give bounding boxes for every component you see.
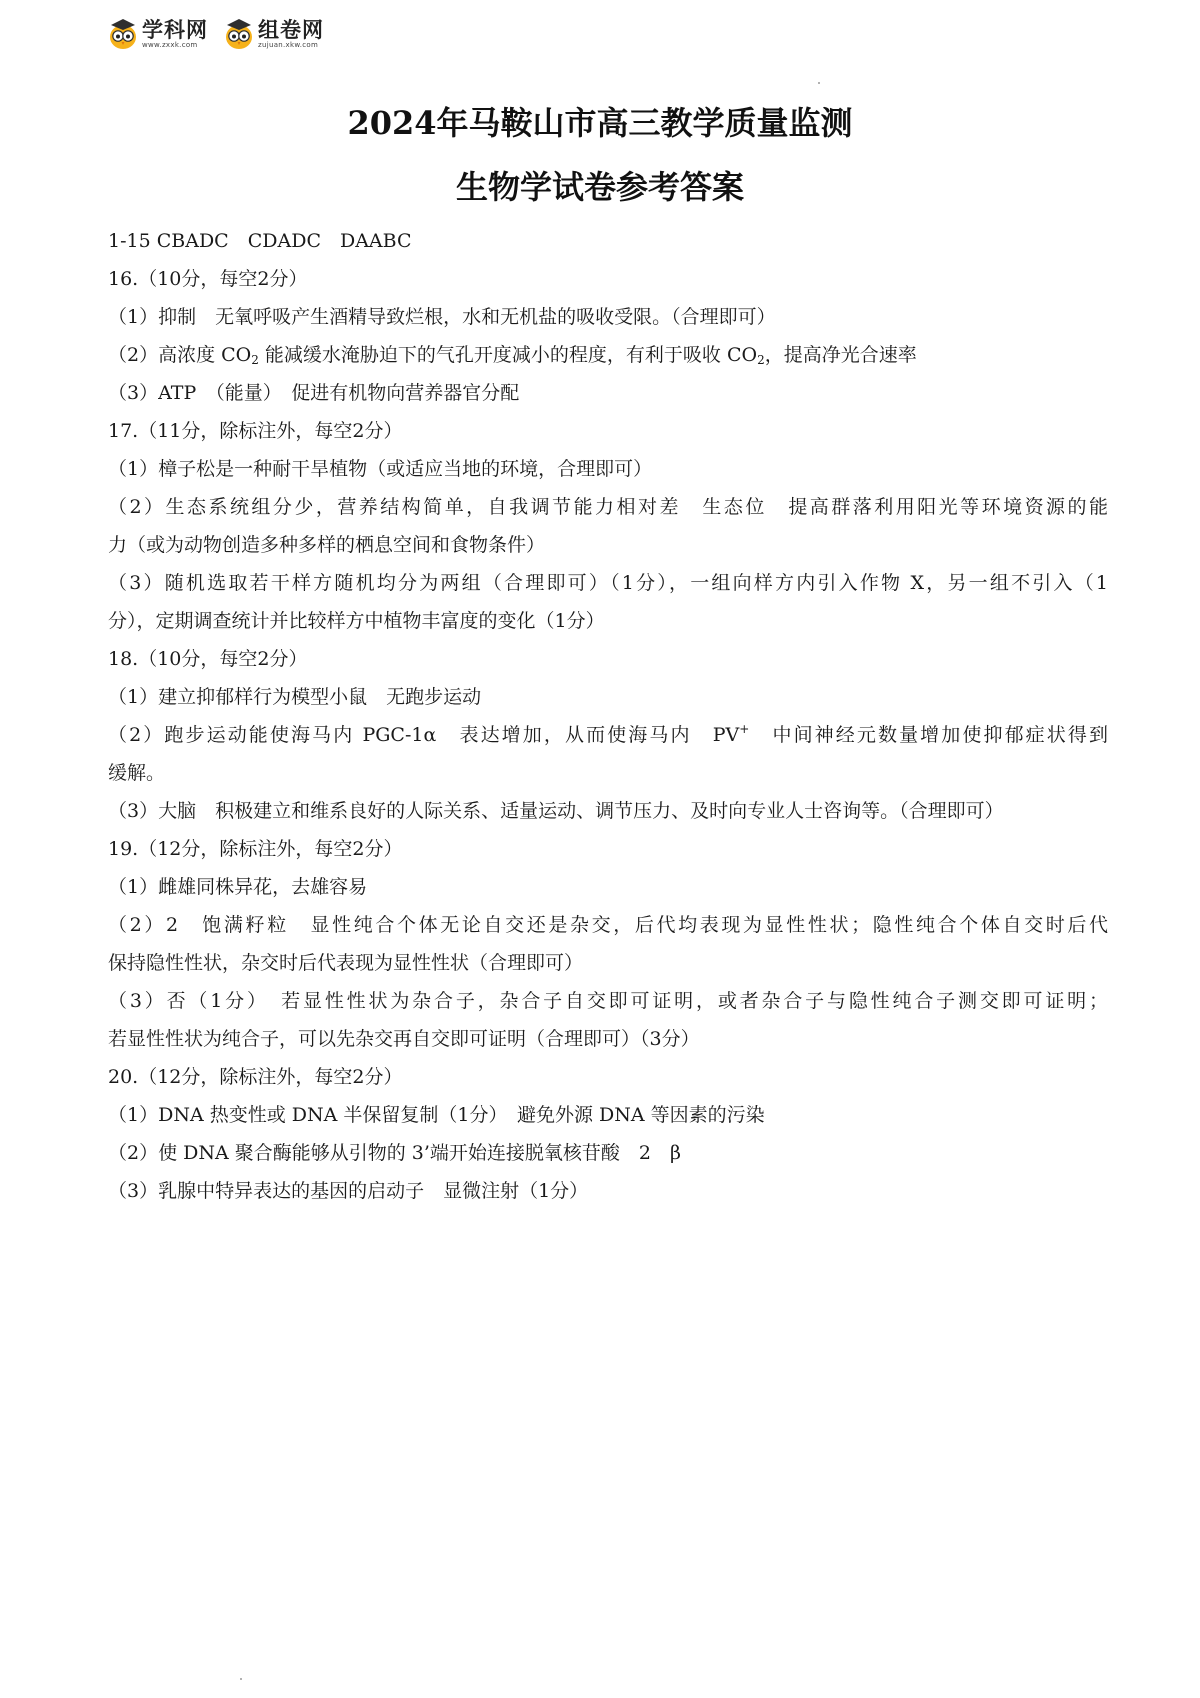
question-18-heading: 18.（10分，每空2分） <box>108 648 308 670</box>
mc-answers: 1-15 CBADC CDADC DAABC <box>108 230 412 252</box>
co2-subscript: 2 <box>757 353 765 367</box>
page-title: 2024年马鞍山市高三教学质量监测 <box>347 104 853 142</box>
page-subtitle: 生物学试卷参考答案 <box>455 168 744 206</box>
q17-part-2-line-1: （2）生态系统组分少，营养结构简单，自我调节能力相对差 生态位 提高群落利用阳光等环境资源的能 <box>108 496 1108 518</box>
q17-part-1: （1）樟子松是一种耐干旱植物（或适应当地的环境，合理即可） <box>108 458 653 480</box>
question-19-heading: 19.（12分，除标注外，每空2分） <box>108 838 403 860</box>
q17-part-2-line-2: 力（或为动物创造多种多样的栖息空间和食物条件） <box>108 534 546 556</box>
q20-part-1: （1）DNA 热变性或 DNA 半保留复制（1分） 避免外源 DNA 等因素的污染 <box>108 1104 765 1126</box>
scan-speck <box>818 82 820 84</box>
logo-zujuan[interactable] <box>224 18 324 50</box>
q18-part-1: （1）建立抑郁样行为模型小鼠 无跑步运动 <box>108 686 482 708</box>
q18-part-2-line-1 <box>108 716 1108 754</box>
q16-part-2-text-c: ，提高净光合速率 <box>764 344 917 366</box>
q18-part-2-text-b: 中间神经元数量增加使抑郁症状得到 <box>749 724 1108 746</box>
logo-zxxk[interactable] <box>108 18 208 50</box>
q20-part-3: （3）乳腺中特异表达的基因的启动子 显微注射（1分） <box>108 1180 589 1202</box>
q19-part-2-line-2: 保持隐性性状，杂交时后代表现为显性性状（合理即可） <box>108 952 584 974</box>
q18-part-2-line-2: 缓解。 <box>108 762 166 784</box>
co2-subscript: 2 <box>251 353 259 367</box>
q19-part-1: （1）雌雄同株异花，去雄容易 <box>108 876 368 898</box>
question-20-heading: 20.（12分，除标注外，每空2分） <box>108 1066 403 1088</box>
logo-url: zujuan.xkw.com <box>258 41 319 49</box>
q16-part-2 <box>108 336 1108 374</box>
logo-url: www.zxxk.com <box>142 41 198 49</box>
q16-part-2-text-a: （2）高浓度 CO <box>108 344 252 366</box>
logo-name: 组卷网 <box>258 18 324 42</box>
header-logos <box>108 18 324 50</box>
q19-part-3-line-1: （3）否（1分） 若显性性状为杂合子，杂合子自交即可证明，或者杂合子与隐性纯合子测交即可证明； <box>108 990 1108 1012</box>
q19-part-3-line-2: 若显性性状为纯合子，可以先杂交再自交即可证明（合理即可）（3分） <box>108 1028 700 1050</box>
q17-part-3-line-2: 分），定期调查统计并比较样方中植物丰富度的变化（1分） <box>108 610 605 632</box>
pv-superscript: + <box>739 722 750 736</box>
q20-part-2: （2）使 DNA 聚合酶能够从引物的 3’端开始连接脱氧核苷酸 2 β <box>108 1142 681 1164</box>
q16-part-2-text-b: 能减缓水淹胁迫下的气孔开度减小的程度，有利于吸收 CO <box>258 344 758 366</box>
owl-mascot-icon <box>108 18 138 50</box>
q16-part-3: （3）ATP （能量） 促进有机物向营养器官分配 <box>108 382 520 404</box>
q16-part-1: （1）抑制 无氧呼吸产生酒精导致烂根，水和无机盐的吸收受限。（合理即可） <box>108 306 776 328</box>
question-17-heading: 17.（11分，除标注外，每空2分） <box>108 420 403 442</box>
q17-part-3-line-1: （3）随机选取若干样方随机均分为两组（合理即可）（1分），一组向样方内引入作物 X，另一组不引入（1 <box>108 572 1108 594</box>
owl-mascot-icon <box>224 18 254 50</box>
logo-name: 学科网 <box>142 18 208 42</box>
question-16-heading: 16.（10分，每空2分） <box>108 268 308 290</box>
answer-content <box>108 222 1108 1210</box>
q18-part-3: （3）大脑 积极建立和维系良好的人际关系、适量运动、调节压力、及时向专业人士咨询等。（合理即可） <box>108 800 1004 822</box>
scan-speck <box>240 1678 242 1680</box>
q19-part-2-line-1: （2）2 饱满籽粒 显性纯合个体无论自交还是杂交，后代均表现为显性性状；隐性纯合个体自交时后代 <box>108 914 1108 936</box>
q18-part-2-text-a: （2）跑步运动能使海马内 PGC-1α 表达增加，从而使海马内 PV <box>108 724 740 746</box>
